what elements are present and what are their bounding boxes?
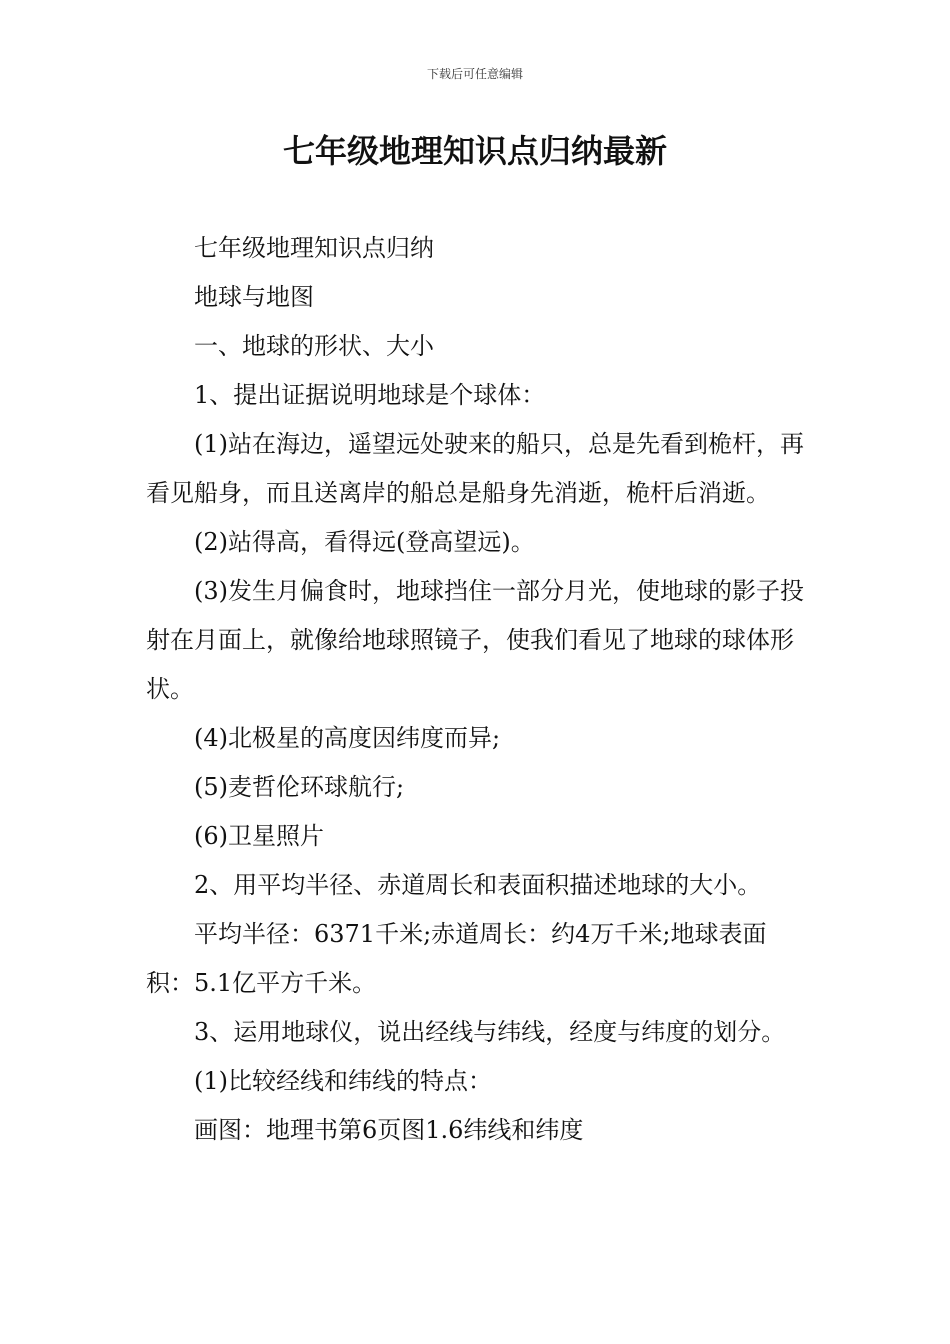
paragraph: (3)发生月偏食时，地球挡住一部分月光，使地球的影子投射在月面上，就像给地球照镜子，使我们看见了地球的球体形状。 [146, 577, 804, 703]
paragraph: (5)麦哲伦环球航行; [194, 773, 405, 801]
paragraph: 画图：地理书第6页图1.6纬线和纬度 [194, 1116, 584, 1144]
paragraph: 七年级地理知识点归纳 [194, 234, 434, 262]
paragraph: 平均半径：6371千米;赤道周长：约4万千米;地球表面积：5.1亿平方千米。 [146, 920, 767, 997]
header-note: 下载后可任意编辑 [426, 67, 523, 81]
document-title: 七年级地理知识点归纳最新 [282, 132, 667, 170]
paragraph: (1)站在海边，遥望远处驶来的船只，总是先看到桅杆，再看见船身，而且送离岸的船总是船身先消逝，桅杆后消逝。 [146, 430, 804, 507]
document-body [146, 224, 814, 1155]
paragraph: 一、地球的形状、大小 [194, 332, 434, 360]
paragraph: 1、提出证据说明地球是个球体： [194, 381, 546, 409]
paragraph: (2)站得高，看得远(登高望远)。 [194, 528, 535, 556]
paragraph: 3、运用地球仪，说出经线与纬线，经度与纬度的划分。 [194, 1018, 786, 1046]
paragraph: 地球与地图 [194, 283, 314, 311]
paragraph: (1)比较经线和纬线的特点： [194, 1067, 492, 1095]
paragraph: (4)北极星的高度因纬度而异; [194, 724, 501, 752]
paragraph: 2、用平均半径、赤道周长和表面积描述地球的大小。 [194, 871, 762, 899]
paragraph: (6)卫星照片 [194, 822, 324, 850]
